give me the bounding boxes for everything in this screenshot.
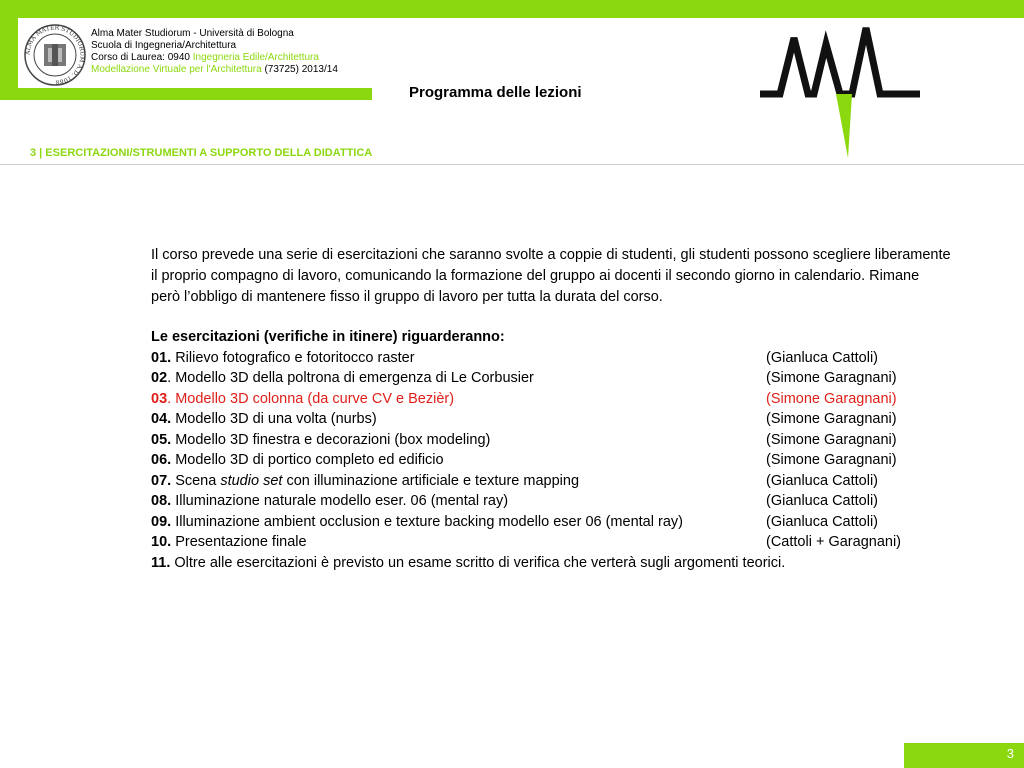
instructor: (Simone Garagnani) [766,411,897,427]
left-accent-bar [0,0,18,100]
svg-text:ALMA MATER STUDIORUM A.D. 1088: ALMA MATER STUDIORUM A.D. 1088 [24,24,86,86]
instructor: (Gianluca Cattoli) [766,349,879,366]
list-item: 02. Modello 3D della poltrona di emergenza di Le Corbusier (Simone Garagnani) [151,368,951,389]
list-item-highlighted: 03. Modello 3D colonna (da curve CV e Bezièr) (Simone Garagnani) [151,389,951,410]
list-item: 08. Illuminazione naturale modello eser. 06 (mental ray) (Gianluca Cattoli) [151,491,951,512]
instructor: (Gianluca Cattoli) [766,472,879,489]
course-name: Ingegneria Edile/Architettura [192,52,319,63]
top-accent-bar [0,0,1024,18]
instructor: (Simone Garagnani) [766,452,897,468]
header-accent-underline [0,88,372,100]
page-title: Programma delle lezioni [409,84,582,101]
list-item: 05. Modello 3D finestra e decorazioni (box modeling) (Simone Garagnani) [151,430,951,451]
header-divider [0,164,1024,165]
module-name: Modellazione Virtuale per l'Architettura [91,64,262,75]
instructor: (Simone Garagnani) [766,370,897,386]
module-code: (73725) 2013/14 [261,64,338,75]
instructor: (Gianluca Cattoli) [766,493,879,509]
list-heading: Le esercitazioni (verifiche in itinere) riguarderanno: [151,329,505,345]
ma-heartbeat-logo [760,24,920,160]
list-item: 11. Oltre alle esercitazioni è previsto un esame scritto di verifica che verterà sugli argomenti teorici. [151,554,786,571]
list-item: 04. Modello 3D di una volta (nurbs) (Simone Garagnani) [151,409,951,430]
section-heading: 3 | ESERCITAZIONI/STRUMENTI A SUPPORTO DELLA DIDATTICA [30,147,373,159]
list-item: 10. Presentazione finale (Cattoli + Garagnani) [151,532,951,553]
list-item: 07. Scena studio set con illuminazione artificiale e texture mapping (Gianluca Cattoli) [151,471,951,492]
module-line [91,64,338,76]
school-name: Scuola di Ingegneria/Architettura [91,40,237,51]
course-line: Corso di Laurea: 0940 Ingegneria Edile/Architettura [91,52,319,63]
institution-name: Alma Mater Studiorum - Università di Bologna [91,28,294,39]
university-seal-logo [24,24,86,86]
list-item: 01. Rilievo fotografico e fotoritocco raster (Gianluca Cattoli) [151,348,951,369]
footer-bar [904,743,1024,768]
instructor: (Simone Garagnani) [766,431,897,448]
page-number: 3 [1006,746,1014,761]
slide-content [151,245,951,573]
instructor: (Simone Garagnani) [766,390,897,407]
intro-paragraph: Il corso prevede una serie di esercitazioni che saranno svolte a coppie di studenti, gli studenti possono scegliere liberamente il proprio compagno di lavoro, comunicando la formazione del gruppo ai docenti il secondo giorno in calendario. Rimane però l’obbligo di mantenere fisso il gruppo di lavoro per tutta la durata del corso. [151,247,951,305]
instructor: (Cattoli + Garagnani) [766,534,901,550]
list-item: 09. Illuminazione ambient occlusion e texture backing modello eser 06 (mental ray) (Gianluca Cattoli) [151,512,951,533]
list-item: 06. Modello 3D di portico completo ed edificio (Simone Garagnani) [151,450,951,471]
institution-info [91,28,338,76]
instructor: (Gianluca Cattoli) [766,513,879,530]
